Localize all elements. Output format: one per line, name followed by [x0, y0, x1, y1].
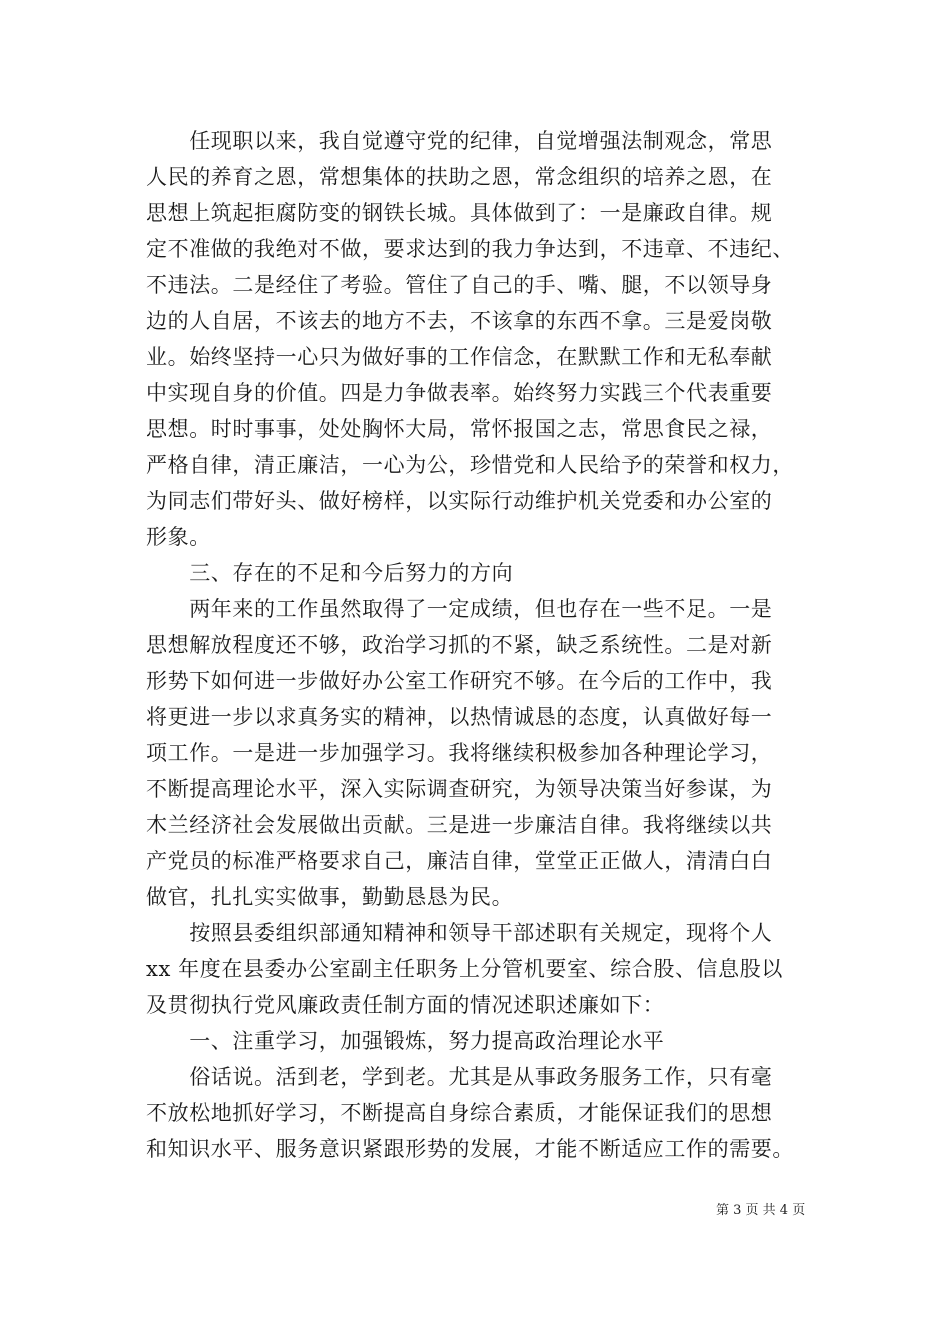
text-line: 不违法。二是经住了考验。管住了自己的手、嘴、腿，不以领导身: [146, 273, 773, 297]
text-line: 木兰经济社会发展做出贡献。三是进一步廉洁自律。我将继续以共: [146, 813, 773, 837]
text-line: 严格自律，清正廉洁，一心为公，珍惜党和人民给予的荣誉和权力，: [146, 453, 794, 477]
text-line: 按照县委组织部通知精神和领导干部述职有关规定，现将个人: [146, 921, 773, 945]
section-heading: 一、注重学习，加强锻炼，努力提高政治理论水平: [146, 1029, 665, 1053]
text-line: 定不准做的我绝对不做，要求达到的我力争达到，不违章、不违纪、: [146, 237, 794, 261]
text-line: 为同志们带好头、做好榜样，以实际行动维护机关党委和办公室的: [146, 489, 773, 513]
text-line: 任现职以来，我自觉遵守党的纪律，自觉增强法制观念，常思: [146, 129, 773, 153]
text-line: 两年来的工作虽然取得了一定成绩，但也存在一些不足。一是: [146, 597, 773, 621]
text-line: 形象。: [146, 525, 211, 549]
text-line: 形势下如何进一步做好办公室工作研究不够。在今后的工作中，我: [146, 669, 773, 693]
text-line: 项工作。一是进一步加强学习。我将继续积极参加各种理论学习，: [146, 741, 773, 765]
text-line: 及贯彻执行党风廉政责任制方面的情况述职述廉如下：: [146, 993, 665, 1017]
text-line: 思想解放程度还不够，政治学习抓的不紧，缺乏系统性。二是对新: [146, 633, 773, 657]
text-line: 中实现自身的价值。四是力争做表率。始终努力实践三个代表重要: [146, 381, 773, 405]
text-line: 人民的养育之恩，常想集体的扶助之恩，常念组织的培养之恩，在: [146, 165, 773, 189]
section-heading: 三、存在的不足和今后努力的方向: [146, 561, 514, 585]
page-number: 第 3 页 共 4 页: [716, 1203, 806, 1218]
text-line: xx 年度在县委办公室副主任职务上分管机要室、综合股、信息股以: [146, 957, 783, 981]
text-line: 思想上筑起拒腐防变的钢铁长城。具体做到了：一是廉政自律。规: [146, 201, 773, 225]
text-line: 思想。时时事事，处处胸怀大局，常怀报国之志，常思食民之禄，: [146, 417, 773, 441]
text-line: 将更进一步以求真务实的精神，以热情诚恳的态度，认真做好每一: [146, 705, 773, 729]
text-line: 业。始终坚持一心只为做好事的工作信念，在默默工作和无私奉献: [146, 345, 773, 369]
text-line: 不断提高理论水平，深入实际调查研究，为领导决策当好参谋，为: [146, 777, 773, 801]
text-line: 产党员的标准严格要求自己，廉洁自律，堂堂正正做人，清清白白: [146, 849, 773, 873]
text-line: 边的人自居，不该去的地方不去，不该拿的东西不拿。三是爱岗敬: [146, 309, 773, 333]
text-line: 做官，扎扎实实做事，勤勤恳恳为民。: [146, 885, 514, 909]
text-line: 俗话说。活到老，学到老。尤其是从事政务服务工作，只有毫: [146, 1065, 773, 1089]
text-line: 不放松地抓好学习，不断提高自身综合素质，才能保证我们的思想: [146, 1101, 773, 1125]
text-line: 和知识水平、服务意识紧跟形势的发展，才能不断适应工作的需要。: [146, 1137, 794, 1161]
